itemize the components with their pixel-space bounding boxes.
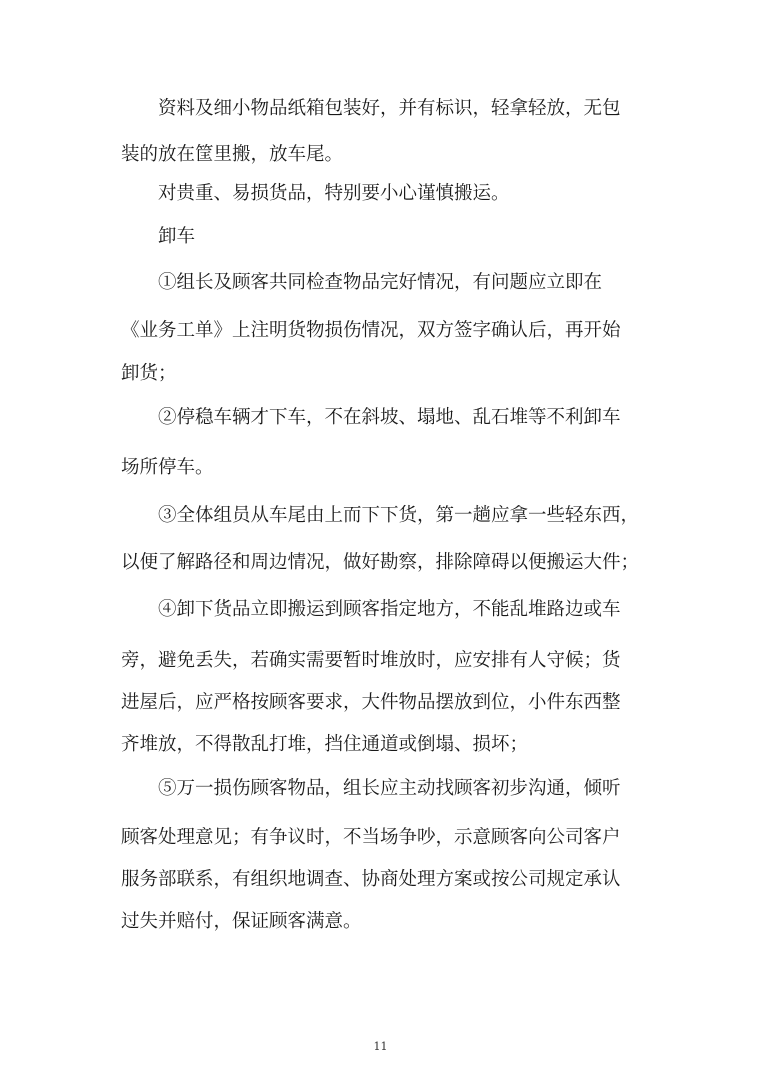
text-line: 顾客处理意见；有争议时，不当场争吵，示意顾客向公司客户 xyxy=(121,827,621,848)
page-number: 11 xyxy=(373,1040,388,1053)
text-line: 旁，避免丢失，若确实需要暂时堆放时，应安排有人守候；货 xyxy=(121,650,621,671)
text-line: 资料及细小物品纸箱包装好，并有标识，轻拿轻放，无包 xyxy=(158,98,621,119)
text-line: ③全体组员从车尾由上而下下货，第一趟应拿一些轻东西， xyxy=(158,505,640,526)
text-line: 过失并赔付，保证顾客满意。 xyxy=(121,911,362,932)
text-line: ⑤万一损伤顾客物品，组长应主动找顾客初步沟通，倾听 xyxy=(158,778,621,799)
text-line: 《业务工单》上注明货物损伤情况，双方签字确认后，再开始 xyxy=(121,320,621,341)
text-line: 服务部联系，有组织地调查、协商处理方案或按公司规定承认 xyxy=(121,869,621,890)
text-line: 对贵重、易损货品，特别要小心谨慎搬运。 xyxy=(158,183,510,204)
text-line: ②停稳车辆才下车，不在斜坡、塌地、乱石堆等不利卸车 xyxy=(158,407,621,428)
text-line: 场所停车。 xyxy=(121,457,214,478)
text-line: 卸货； xyxy=(121,363,177,384)
text-line: 齐堆放，不得散乱打堆，挡住通道或倒塌、损坏； xyxy=(121,734,529,755)
text-line: ①组长及顾客共同检查物品完好情况，有问题应立即在 xyxy=(158,272,603,293)
text-line: 以便了解路径和周边情况，做好勘察，排除障碍以便搬运大件； xyxy=(121,552,640,573)
text-line: 进屋后，应严格按顾客要求，大件物品摆放到位，小件东西整 xyxy=(121,692,621,713)
text-line: 装的放在筐里搬，放车尾。 xyxy=(121,144,344,165)
text-line: ④卸下货品立即搬运到顾客指定地方，不能乱堆路边或车 xyxy=(158,599,621,620)
section-heading: 卸车 xyxy=(158,226,196,247)
